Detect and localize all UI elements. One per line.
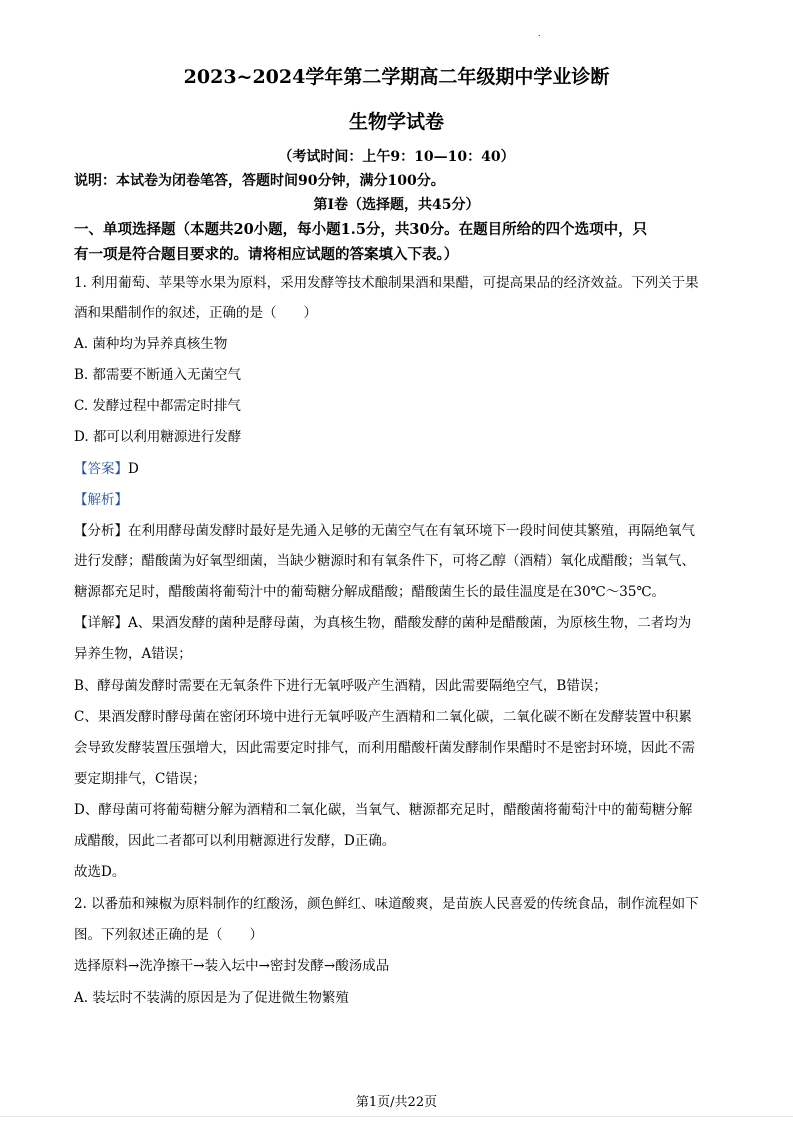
question-2-option-a: A. 装坛时不装满的原因是为了促进微生物繁殖 (74, 990, 349, 1006)
analysis-line (74, 490, 724, 510)
question-1-option-d: D. 都可以利用糖源进行发酵 (74, 429, 242, 445)
detail-d-line-2: 成醋酸，因此二者都可以利用糖源进行发酵，D正确。 (74, 833, 396, 849)
instructions: 说明：本试卷为闭卷笔答，答题时间90分钟，满分100分。 (74, 173, 445, 189)
stray-dot: . (538, 29, 541, 38)
answer-value: D (128, 461, 139, 477)
fenxi-text-1: 在利用酵母菌发酵时最好是先通入足够的无菌空气在有氧环境下一段时间使其繁殖，再隔绝氧气 (128, 523, 695, 539)
detail-c-line-3: 要定期排气，C错误； (74, 771, 206, 787)
fenxi-line-1 (74, 521, 724, 541)
answer-tag: 【答案】 (74, 461, 128, 477)
detail-a-line-2: 异养生物，A错误； (74, 646, 192, 662)
fenxi-tag: 【分析】 (74, 523, 128, 539)
exam-subtitle: 生物学试卷 (348, 111, 444, 133)
question-2-flow: 选择原料→洗净擦干→装入坛中→密封发酵→酸汤成品 (74, 958, 390, 974)
question-2-stem-line-1: 2. 以番茄和辣椒为原料制作的红酸汤，颜色鲜红、味道酸爽，是苗族人民喜爱的传统食品，制作流程如下 (74, 896, 699, 912)
detail-tag: 【详解】 (74, 615, 128, 631)
question-1-option-a: A. 菌种均为异养真核生物 (74, 336, 228, 352)
question-1-option-c: C. 发酵过程中都需定时排气 (74, 398, 241, 414)
exam-time: （考试时间：上午9：10—10：40） (278, 149, 515, 165)
detail-a-text-1: A、果酒发酵的菌种是酵母菌，为真核生物，醋酸发酵的菌种是醋酸菌，为原核生物，二者均为 (128, 615, 692, 631)
question-1-stem-line-2: 酒和果醋制作的叙述，正确的是（ ） (74, 305, 317, 321)
question-1-stem-line-1: 1. 利用葡萄、苹果等水果为原料，采用发酵等技术酿制果酒和果醋，可提高果品的经济效益。下列关于果 (74, 275, 699, 291)
fenxi-line-3: 糖源都充足时，醋酸菌将葡萄汁中的葡萄糖分解成醋酸；醋酸菌生长的最佳温度是在30℃～35℃。 (74, 584, 666, 600)
part-heading-line-1: 一、单项选择题（本题共20小题，每小题1.5分，共30分。在题目所给的四个选项中，只 (74, 221, 648, 238)
fenxi-line-2: 进行发酵；醋酸菌为好氧型细菌，当缺少糖源时和有氧条件下，可将乙醇（酒精）氧化成醋酸；当氧气、 (74, 553, 695, 569)
conclusion-line: 故选D。 (74, 864, 126, 880)
detail-a-line-1 (74, 613, 724, 633)
answer-line (74, 459, 724, 479)
question-1-option-b: B. 都需要不断通入无菌空气 (74, 367, 242, 383)
question-2-stem-line-2: 图。下列叙述正确的是（ ） (74, 927, 263, 943)
detail-b-line: B、酵母菌发酵时需要在无氧条件下进行无氧呼吸产生酒精，因此需要隔绝空气，B错误； (74, 678, 607, 694)
section-heading: 第Ⅰ卷（选择题，共45分） (313, 197, 480, 213)
exam-title: 2023~2024学年第二学期高二年级期中学业诊断 (183, 66, 610, 88)
page-number: 第1页/共22页 (355, 1095, 438, 1110)
analysis-tag: 【解析】 (74, 492, 128, 508)
detail-d-line-1: D、酵母菌可将葡萄糖分解为酒精和二氧化碳，当氧气、糖源都充足时，醋酸菌将葡萄汁中的葡萄糖分解 (74, 802, 693, 818)
bottom-rule (0, 1116, 793, 1117)
detail-c-line-1: C、果酒发酵时酵母菌在密闭环境中进行无氧呼吸产生酒精和二氧化碳，二氧化碳不断在发酵装置中积累 (74, 709, 692, 725)
part-heading-line-2: 有一项是符合题目要求的。请将相应试题的答案填入下表。） (74, 246, 459, 263)
detail-c-line-2: 会导致发酵装置压强增大，因此需要定时排气，而利用醋酸杆菌发酵制作果醋时不是密封环境，因此不需 (74, 740, 695, 756)
